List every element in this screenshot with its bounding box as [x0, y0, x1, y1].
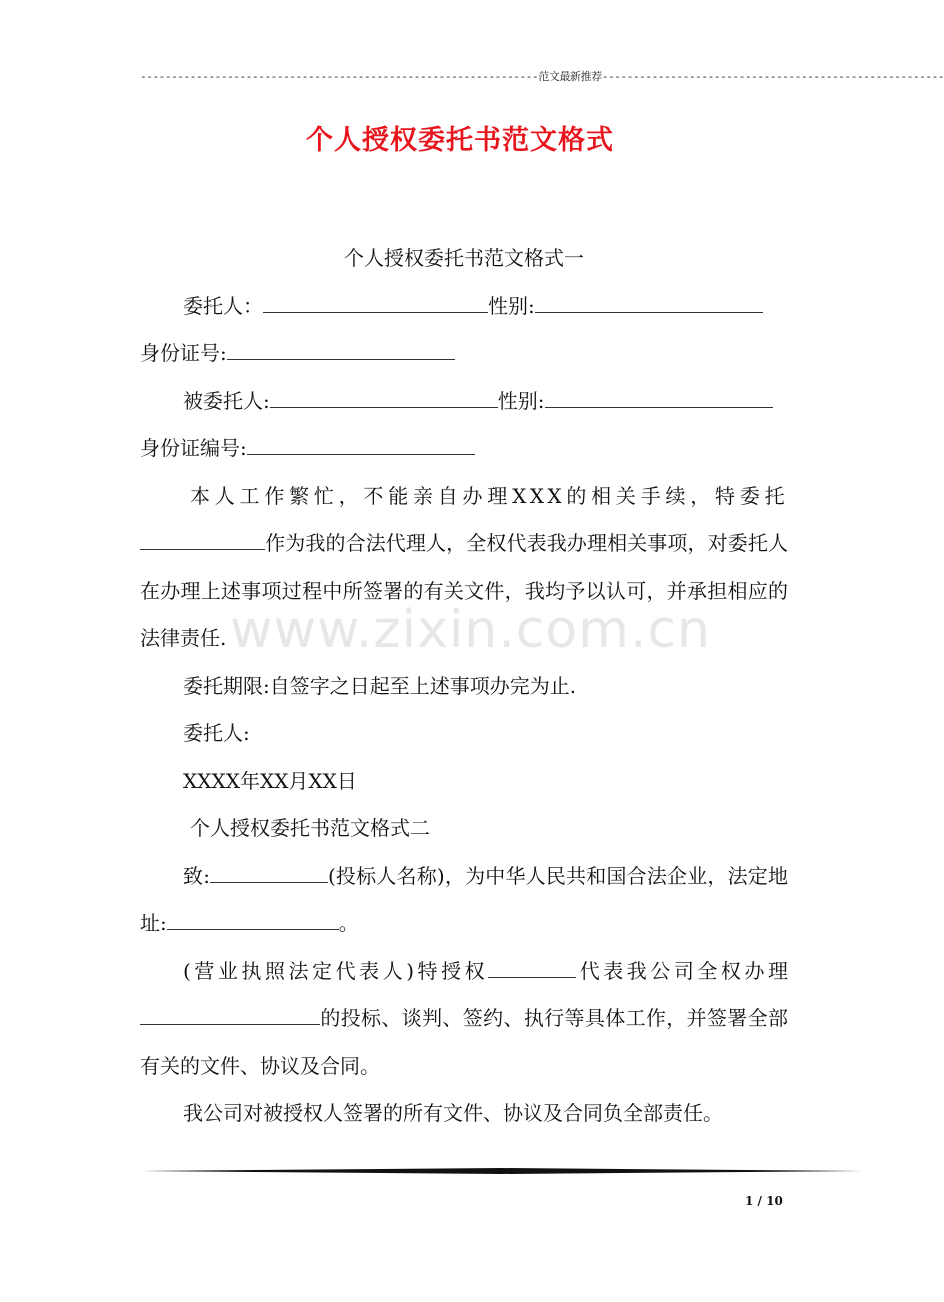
- agent-id-line: [140, 425, 788, 473]
- header-banner: ----------------------------------------------------------------范文最新推荐-------------------------------------------------------: [140, 70, 944, 83]
- gender-label: 性别:: [488, 293, 535, 318]
- agent-gender-blank: [545, 385, 773, 408]
- body-start: 本人工作繁忙，不能亲自办理XXX的相关手续，特委托: [190, 483, 788, 508]
- id-blank: [227, 337, 455, 360]
- footer-rule: [140, 1168, 862, 1174]
- body-paragraph: [140, 473, 788, 663]
- proxy-blank: [140, 527, 265, 550]
- body-cont: 作为我的合法代理人，全权代表我办理相关事项，对委托人在办理上述事项过程中所签署的有关文件，我均予以认可，并承担相应的法律责任.: [140, 531, 788, 650]
- principal-blank: [263, 290, 488, 313]
- agent-label: 被委托人:: [183, 388, 270, 413]
- document-title: 个人授权委托书范文格式: [306, 125, 614, 156]
- auth-end: 的投标、谈判、签约、执行等具体工作，并签署全部有关的文件、协议及合同。: [140, 1006, 788, 1078]
- gender-blank: [535, 290, 763, 313]
- agent-gender-label: 性别:: [497, 388, 545, 413]
- id-label: 身份证号:: [140, 341, 227, 365]
- auth-mid: 代表我公司全权办理: [576, 958, 789, 983]
- agent-line: [140, 378, 788, 426]
- to-end: 。: [338, 911, 359, 935]
- section2-heading: 个人授权委托书范文格式二: [190, 816, 430, 840]
- agent-blank: [270, 385, 498, 408]
- bidder-blank: [210, 860, 328, 883]
- delegate-blank: [488, 955, 576, 978]
- period-line: 委托期限:自签字之日起至上述事项办完为止.: [183, 673, 577, 698]
- principal-label: 委托人：: [183, 293, 263, 318]
- responsibility-line: 我公司对被授权人签署的所有文件、协议及合同负全部责任。: [183, 1101, 723, 1125]
- principal-line: [140, 283, 788, 331]
- agent-id-label: 身份证编号:: [140, 436, 247, 460]
- to-text: (投标人名称)，为中华人民共和国合法企业，法定地址:: [140, 863, 788, 935]
- document-body: [140, 235, 788, 1138]
- date-line: XXXX年XX月XX日: [183, 768, 357, 793]
- auth-start: (营业执照法定代表人)特授权: [183, 958, 489, 983]
- address-blank: [167, 907, 339, 930]
- watermark: www.zixin.com.cn: [230, 600, 711, 660]
- id-line: [140, 330, 788, 378]
- agent-id-blank: [247, 432, 475, 455]
- page-number: 1 / 10: [745, 1194, 783, 1208]
- to-label: 致:: [183, 863, 210, 888]
- to-paragraph: [140, 853, 788, 948]
- matter-blank: [140, 1002, 320, 1025]
- auth-paragraph: [140, 948, 788, 1091]
- section1-heading: 个人授权委托书范文格式一: [344, 246, 584, 270]
- signer-line: 委托人:: [183, 721, 250, 745]
